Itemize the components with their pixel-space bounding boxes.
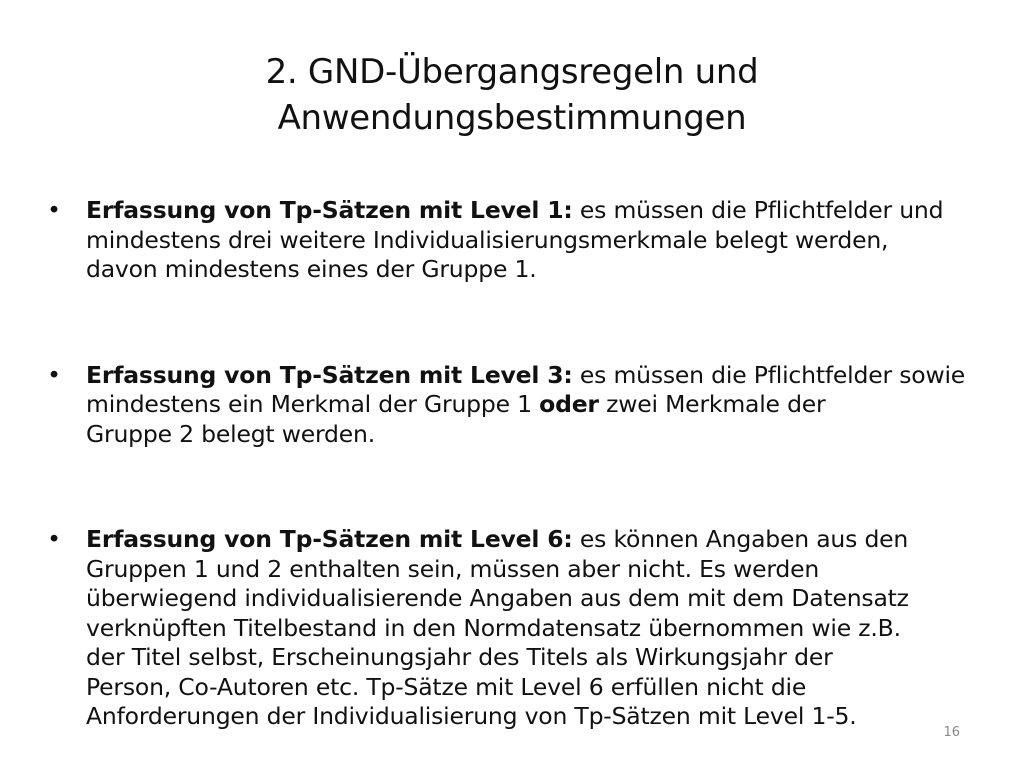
bullet-level-1 (44, 196, 994, 285)
bullet-list (44, 196, 994, 732)
bullet-line (86, 196, 994, 226)
bullet-line: verknüpften Titelbestand in den Normdatensatz übernommen wie z.B. (86, 613, 901, 642)
bullet-text: mindestens ein Merkmal der Gruppe 1 (86, 390, 540, 418)
bullet-line: überwiegend individualisierende Angaben aus dem mit dem Datensatz (86, 584, 909, 612)
bullet-line (86, 525, 994, 555)
bullet-text: es können Angaben aus den (572, 525, 909, 553)
page-number: 16 (943, 725, 960, 740)
slide-title (112, 49, 912, 141)
bullet-lead: Erfassung von Tp-Sätzen mit Level 3: (86, 360, 573, 389)
bullet-line: mindestens drei weitere Individualisierungsmerkmale belegt werden, (86, 225, 889, 254)
bullet-line: Gruppe 2 belegt werden. (86, 419, 375, 448)
bullet-lead: Erfassung von Tp-Sätzen mit Level 1: (86, 196, 573, 224)
bullet-line (86, 390, 994, 420)
bullet-icon: • (47, 196, 61, 224)
title-line-2: Anwendungsbestimmungen (277, 97, 747, 138)
bullet-icon: • (47, 360, 61, 389)
bullet-level-3 (44, 361, 994, 450)
bullet-line (86, 361, 994, 391)
bullet-text: zwei Merkmale der (598, 390, 826, 418)
bullet-emphasis: oder (539, 390, 599, 418)
bullet-line: der Titel selbst, Erscheinungsjahr des Titels als Wirkungsjahr der (86, 643, 833, 671)
bullet-text: es müssen die Pflichtfelder sowie (572, 360, 966, 389)
bullet-line: Anforderungen der Individualisierung von Tp-Sätzen mit Level 1-5. (86, 702, 857, 730)
bullet-line: Gruppen 1 und 2 enthalten sein, müssen aber nicht. Es werden (86, 554, 820, 583)
bullet-line: Person, Co-Autoren etc. Tp-Sätze mit Level 6 erfüllen nicht die (86, 672, 807, 701)
bullet-lead: Erfassung von Tp-Sätzen mit Level 6: (86, 525, 573, 553)
bullet-text: es müssen die Pflichtfelder und (572, 196, 944, 224)
bullet-line: davon mindestens eines der Gruppe 1. (86, 255, 537, 283)
title-line-1: 2. GND-Übergangsregeln und (265, 51, 759, 92)
bullet-icon: • (47, 525, 61, 553)
bullet-level-6 (44, 525, 994, 732)
